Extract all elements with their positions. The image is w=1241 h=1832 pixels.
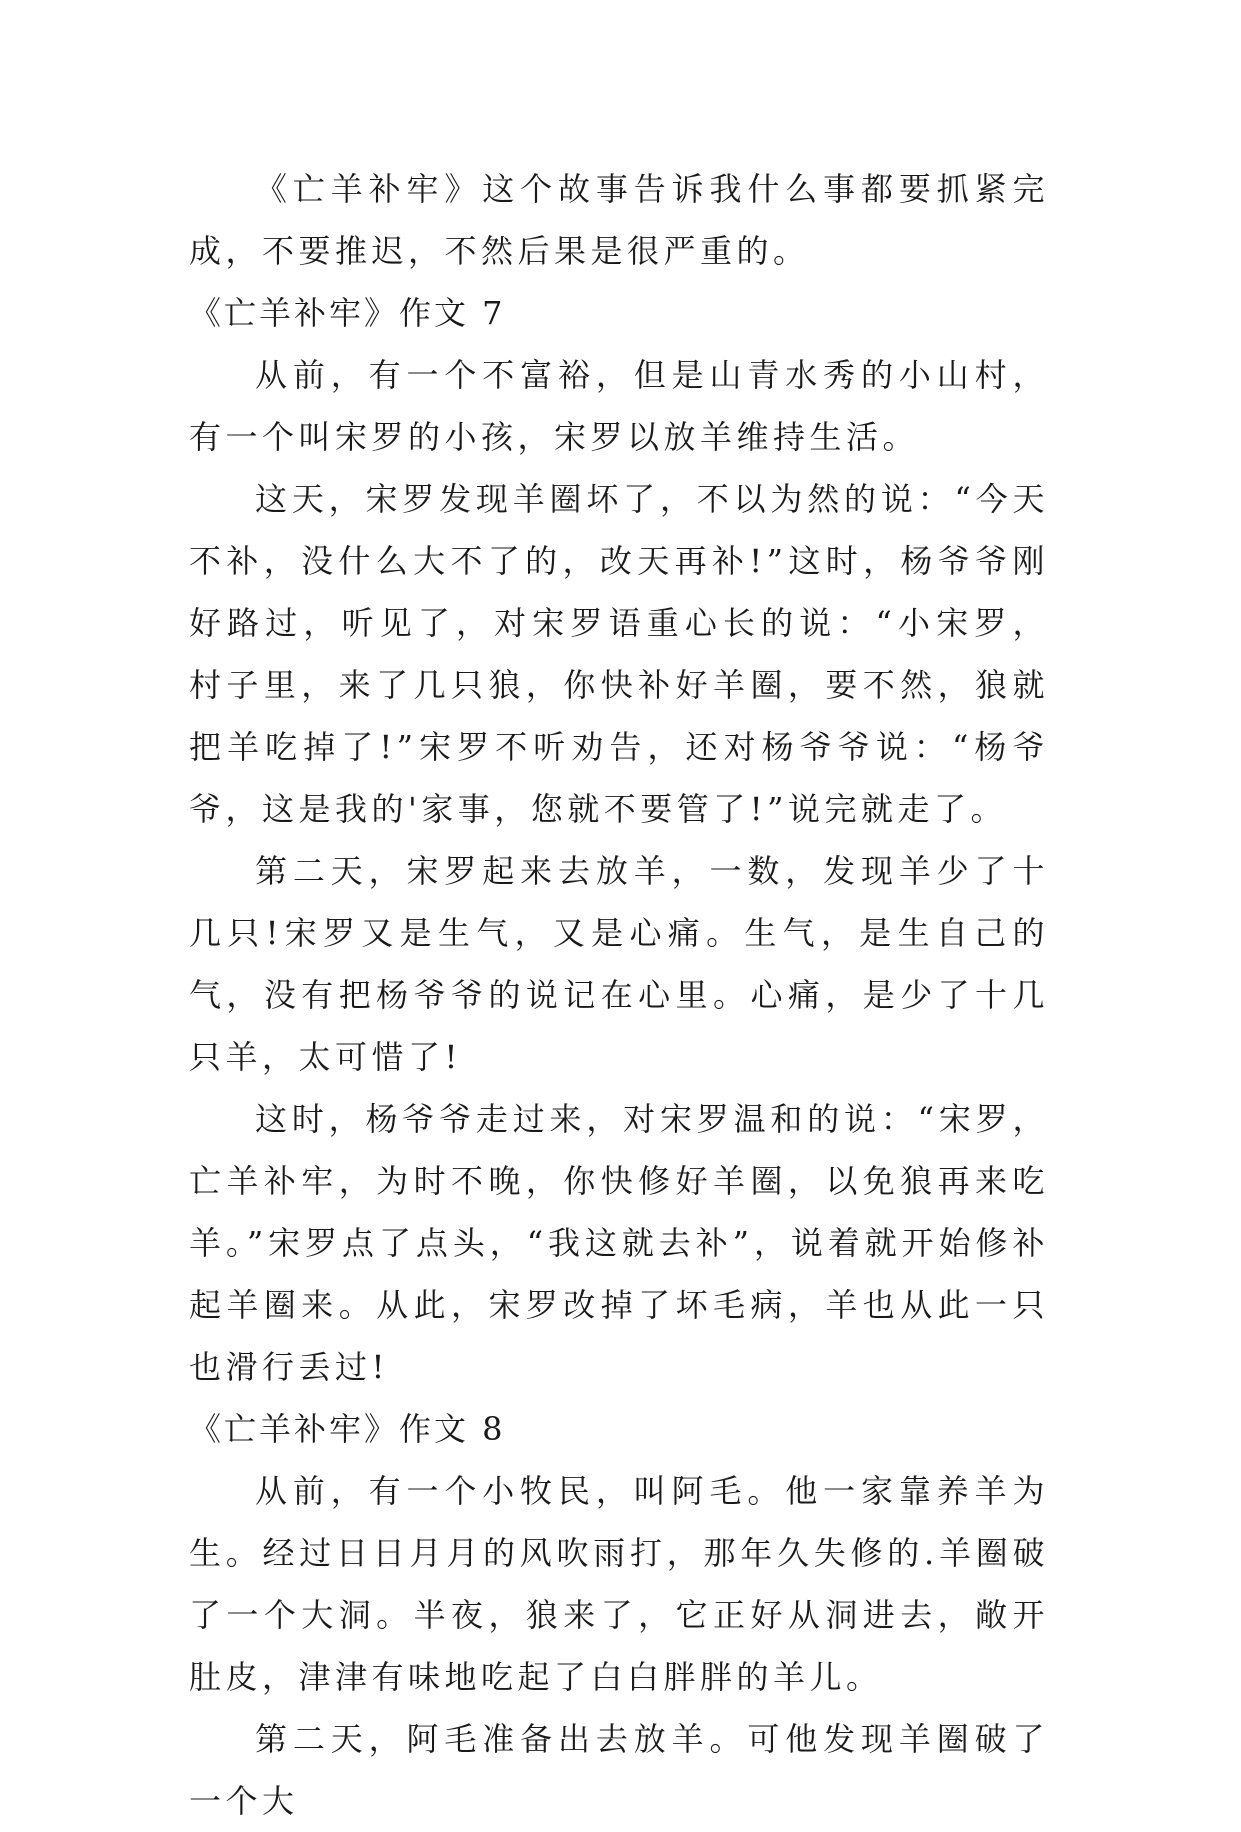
paragraph: 《亡羊补牢》这个故事告诉我什么事都要抓紧完成，不要推迟，不然后果是很严重的。 [189,170,1049,270]
paragraph: 这时，杨爷爷走过来，对宋罗温和的说：“宋罗，亡羊补牢，为时不晚，你快修好羊圈，以免狼再来吃羊。”宋罗点了点头，“我这就去补”，说着就开始修补起羊圈来。从此，宋罗改掉了坏毛病，羊也从此一只也滑行丢过! [189,1100,1049,1386]
paragraph: 从前，有一个不富裕，但是山青水秀的小山村，有一个叫宋罗的小孩，宋罗以放羊维持生活。 [189,356,1049,456]
document-body [189,158,1049,1832]
paragraph: 这天，宋罗发现羊圈坏了，不以为然的说：“今天不补，没什么大不了的，改天再补!”这时，杨爷爷刚好路过，听见了，对宋罗语重心长的说：“小宋罗，村子里，来了几只狼，你快补好羊圈，要不然，狼就把羊吃掉了!”宋罗不听劝告，还对杨爷爷说：“杨爷爷，这是我的'家事，您就不要管了!”说完就走了。 [189,480,1049,828]
section-heading: 《亡羊补牢》作文 8 [189,1410,506,1448]
section-heading: 《亡羊补牢》作文 7 [189,294,506,332]
paragraph: 从前，有一个小牧民，叫阿毛。他一家靠养羊为生。经过日日月月的风吹雨打，那年久失修的.羊圈破了一个大洞。半夜，狼来了，它正好从洞进去，敞开肚皮，津津有味地吃起了白白胖胖的羊儿。 [189,1472,1049,1696]
paragraph: 第二天，宋罗起来去放羊，一数，发现羊少了十几只!宋罗又是生气，又是心痛。生气，是生自己的气，没有把杨爷爷的说记在心里。心痛，是少了十几只羊，太可惜了! [189,852,1049,1076]
paragraph: 第二天，阿毛准备出去放羊。可他发现羊圈破了一个大 [189,1720,1049,1820]
